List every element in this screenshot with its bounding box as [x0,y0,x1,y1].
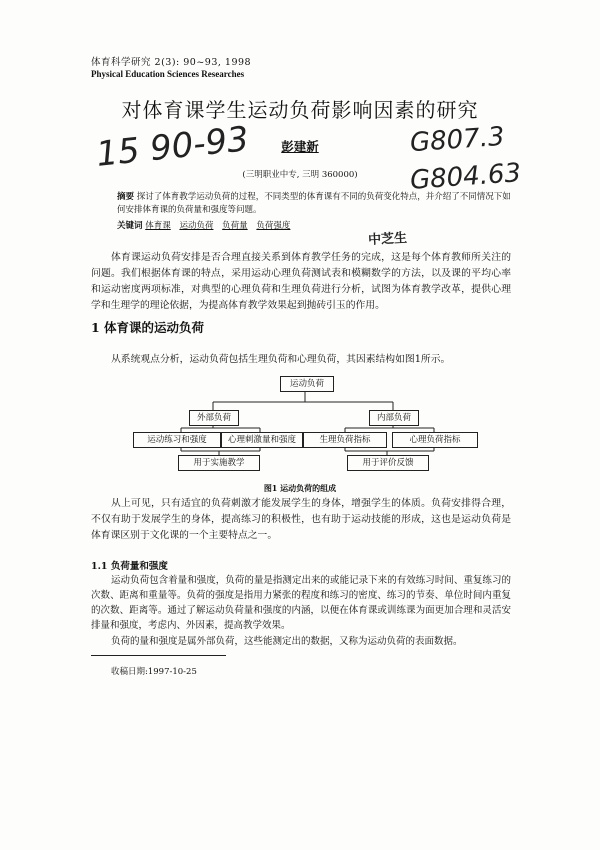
section-1-paragraph: 从系统观点分析，运动负荷包括生理负荷和心理负荷，其因素结构如图1所示。 [111,354,451,365]
section-1-1-heading: 1.1 负荷量和强度 [91,561,168,572]
abstract-label: 摘要 [117,192,135,202]
diagram-node-psych-stimulus: 心理刺激量和强度 [221,432,303,448]
diagram-node-physiological-index: 生理负荷指标 [303,432,387,448]
diagram-node-psychological-index: 心理负荷指标 [392,432,478,448]
diagram-node-external-load: 外部负荷 [189,410,239,426]
diagram-node-teaching: 用于实施教学 [178,455,260,471]
handwritten-page-note: 15 90-93 [94,119,251,175]
paragraph-after-figure: 从上可见，只有适宜的负荷刺激才能发展学生的身体，增强学生的体质。负荷安排得合理，不仅有助于发展学生的身体，提高练习的积极性，也有助于运动技能的形成，这也是运动负荷是体育课区别于文化课的一个主要特点之一。 [91,498,511,541]
handwritten-class-code-1: G807.3 [409,121,506,159]
author-name: 彭建新 [281,139,319,154]
diagram-node-exercise-intensity: 运动练习和强度 [133,432,221,448]
author-affiliation: (三明职业中专, 三明 360000) [242,170,358,180]
diagram-node-internal-load: 内部负荷 [369,410,419,426]
intro-paragraph: 体育课运动负荷安排是否合理直接关系到体育教学任务的完成，这是每个体育教师所关注的问题。我们根据体育课的特点，采用运动心理负荷测试表和模糊数学的方法，以及课的平均心率和运动密度两项标准，对典型的心理负荷和生理负荷进行分析，试图为体育教学改革，提供心理学和生理学的理论依据，为提高体育教学效果起到抛砖引玉的作用。 [91,252,511,311]
journal-name-english: Physical Education Sciences Researches [91,69,245,79]
keyword: 运动负荷 [179,221,214,231]
diagram-node-evaluation: 用于评价反馈 [347,455,429,471]
keyword: 负荷量 [222,221,248,231]
journal-citation: 体育科学研究 2(3): 90~93, 1998 [91,57,252,68]
figure-caption: 图1 运动负荷的组成 [263,483,337,493]
section-1-1-paragraph-1: 运动负荷包含着量和强度，负荷的量是指测定出来的或能记录下来的有效练习时间、重复练习的次数、距离和重量等。负荷的强度是指用力紧张的程度和练习的密度、练习的节奏、单位时间内重复的次数、距离等。通过了解运动负荷量和强度的内涵，以便在体育课或训练课为面更加合理和灵活安排量和强度，考虑内、外因素，提高教学效果。 [91,575,511,631]
received-date: 收稿日期:1997-10-25 [111,667,197,677]
diagram-node-root: 运动负荷 [280,376,334,392]
keyword: 体育课 [145,221,171,231]
keywords-label: 关键词 [117,221,143,231]
abstract-text: 探讨了体育教学运动负荷的过程，不同类型的体育课有不同的负荷变化特点，并介绍了不同情况下如何安排体育课的负荷量和强度等问题。 [117,192,511,215]
paper-title: 对体育课学生运动负荷影响因素的研究 [121,98,479,122]
keyword: 负荷强度 [256,221,291,231]
section-1-1-paragraph-2: 负荷的量和强度是属外部负荷，这些能测定出的数据，又称为运动负荷的表面数据。 [111,636,463,647]
handwritten-signature: 中芝生 [367,230,408,249]
handwritten-class-code-2: G804.63 [409,158,523,196]
footnote-divider [91,655,226,656]
section-1-heading: 1 体育课的运动负荷 [91,320,205,335]
